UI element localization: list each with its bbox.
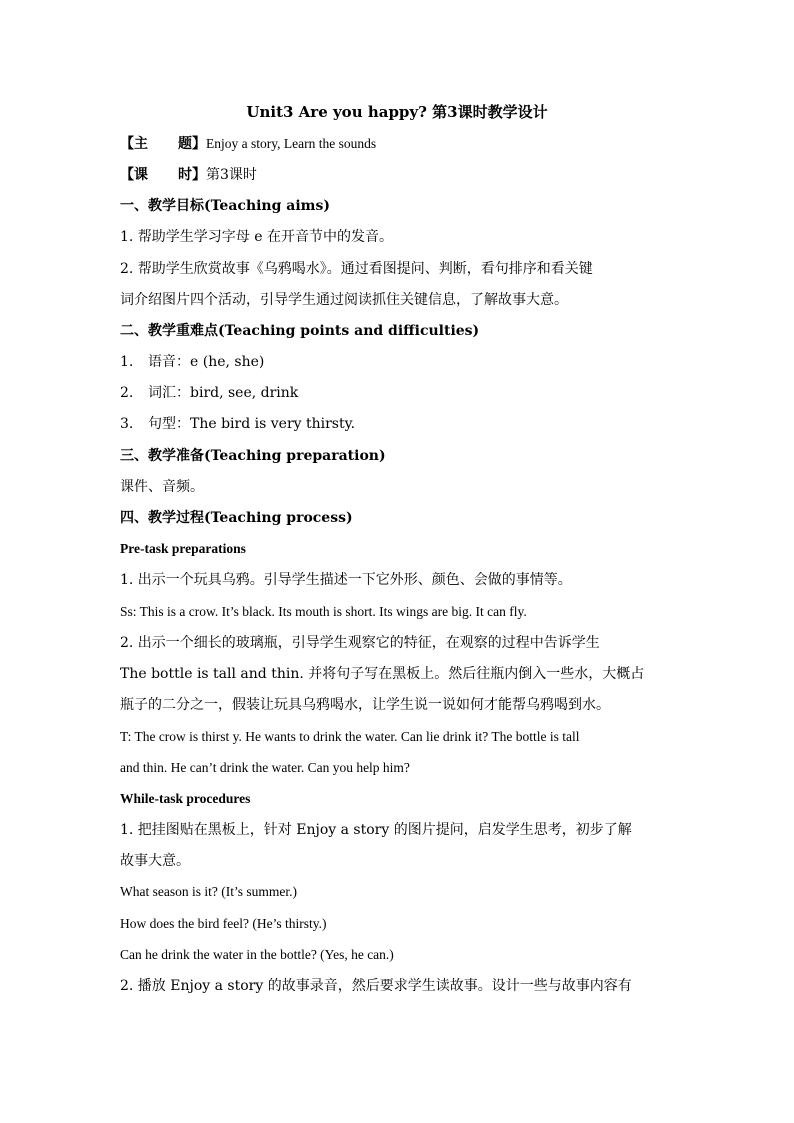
pre-step-1-dialogue: Ss: This is a crow. It’s black. Its mouth is short. Its wings are big. It can fly.: [120, 604, 527, 619]
while-step-2-line-1: 2. 播放 Enjoy a story 的故事录音，然后要求学生读故事。设计一些与故事内容有: [120, 978, 632, 994]
process-heading: 四、教学过程(Teaching process): [120, 510, 353, 526]
aim-item-2-line-2: 词介绍图片四个活动，引导学生通过阅读抓住关键信息，了解故事大意。: [120, 292, 568, 308]
pre-task-heading: Pre-task preparations: [120, 541, 246, 556]
point-item-1: 1. 语音：e (he, she): [120, 354, 265, 370]
pre-step-2-line-3: 瓶子的二分之一，假装让玩具乌鸦喝水，让学生说一说如何才能帮乌鸦喝到水。: [120, 697, 610, 713]
topic-label: 【主 题】: [120, 136, 206, 152]
period-label: 【课 时】: [120, 167, 206, 183]
points-heading: 二、教学重难点(Teaching points and difficulties): [120, 323, 480, 339]
question-1: What season is it? (It’s summer.): [120, 884, 297, 899]
while-task-heading: While-task procedures: [120, 791, 251, 806]
prep-text: 课件、音频。: [120, 479, 204, 495]
point-item-2: 2. 词汇：bird, see, drink: [120, 385, 299, 401]
page-title: Unit3 Are you happy? 第3课时教学设计: [246, 103, 548, 121]
pre-step-2-line-2: The bottle is tall and thin. 并将句子写在黑板上。然后往瓶内倒入一些水，大概占: [120, 666, 645, 682]
period-value: 第3课时: [206, 167, 257, 183]
pre-step-1: 1. 出示一个玩具乌鸦。引导学生描述一下它外形、颜色、会做的事情等。: [120, 572, 572, 588]
aim-item-1: 1. 帮助学生学习字母 e 在开音节中的发音。: [120, 229, 393, 245]
point-item-3: 3. 句型：The bird is very thirsty.: [120, 416, 356, 432]
question-2: How does the bird feel? (He’s thirsty.): [120, 916, 327, 931]
aim-item-2-line-1: 2. 帮助学生欣赏故事《乌鸦喝水》。通过看图提问、判断，看句排序和看关键: [120, 261, 593, 277]
pre-step-2-dialogue-line-2: and thin. He can’t drink the water. Can you help him?: [120, 760, 410, 775]
pre-step-2-dialogue-line-1: T: The crow is thirst y. He wants to drink the water. Can lie drink it? The bottle is tall: [120, 729, 580, 744]
period-row: [120, 166, 680, 184]
pre-step-2-line-1: 2. 出示一个细长的玻璃瓶，引导学生观察它的特征，在观察的过程中告诉学生: [120, 635, 600, 651]
prep-heading: 三、教学准备(Teaching preparation): [120, 448, 386, 464]
topic-value: Enjoy a story, Learn the sounds: [206, 136, 377, 151]
aims-heading: 一、教学目标(Teaching aims): [120, 198, 330, 214]
while-step-1-line-1: 1. 把挂图贴在黑板上，针对 Enjoy a story 的图片提问，启发学生思考，初步了解: [120, 822, 632, 838]
while-step-1-line-2: 故事大意。: [120, 853, 190, 869]
topic-row: [120, 135, 680, 153]
question-3: Can he drink the water in the bottle? (Yes, he can.): [120, 947, 394, 962]
